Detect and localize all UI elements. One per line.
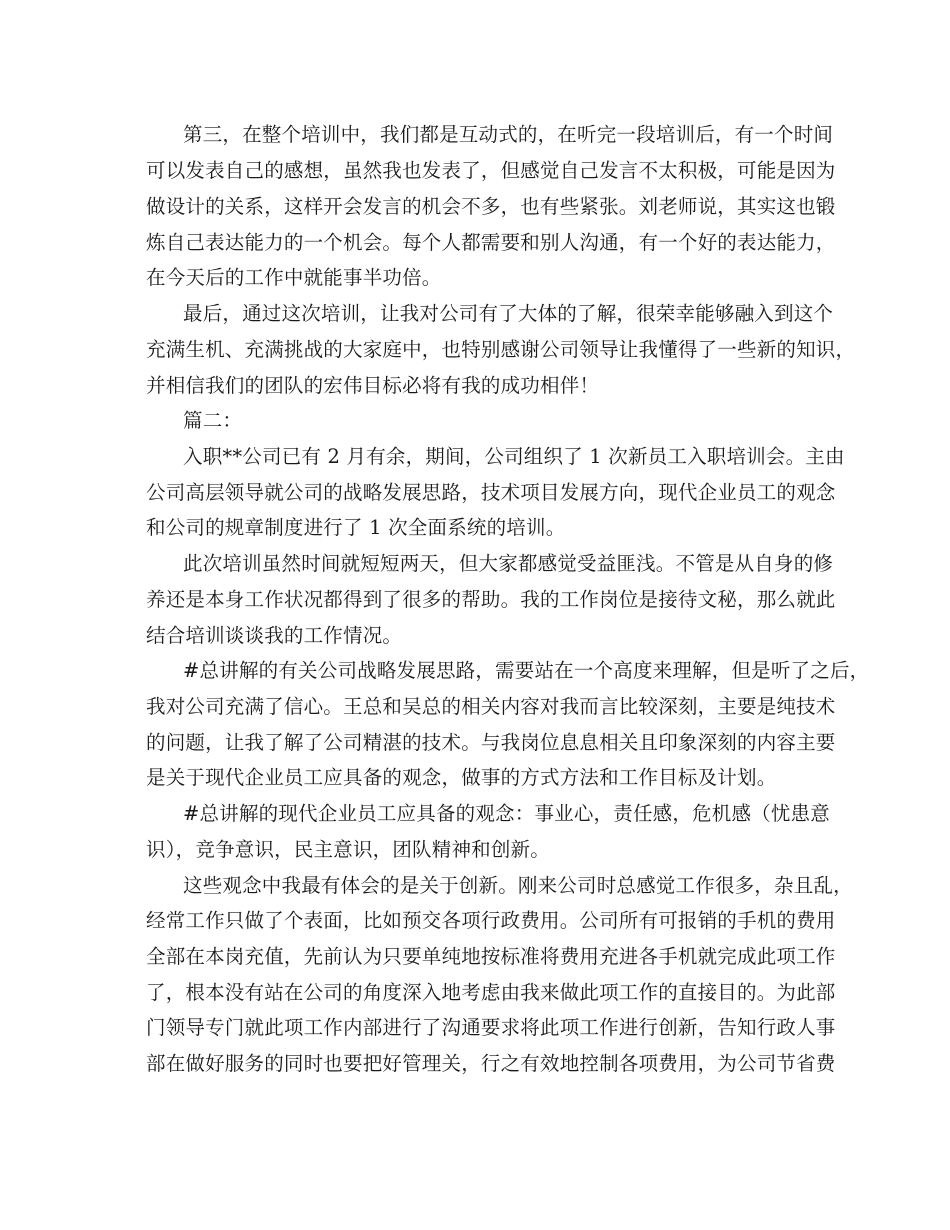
- text-line: 和公司的规章制度进行了 1 次全面系统的培训。: [146, 516, 566, 539]
- text-line: #总讲解的有关公司战略发展思路，需要站在一个高度来理解，但是听了之后，: [183, 659, 870, 682]
- text-line: 可以发表自己的感想，虽然我也发表了，但感觉自己发言不太积极，可能是因为: [146, 159, 836, 182]
- text-line: 在今天后的工作中就能事半功倍。: [146, 266, 442, 289]
- text-line: 经常工作只做了个表面，比如预交各项行政费用。公司所有可报销的手机的费用: [146, 909, 836, 932]
- text-line: 部在做好服务的同时也要把好管理关，行之有效地控制各项费用，为公司节省费: [146, 1052, 836, 1075]
- text-line: 识），竞争意识，民主意识，团队精神和创新。: [146, 838, 550, 861]
- section-heading: 篇二：: [183, 409, 243, 432]
- text-line: 门领导专门就此项工作内部进行了沟通要求将此项工作进行创新，告知行政人事: [146, 1016, 836, 1039]
- text-line: 充满生机、充满挑战的大家庭中，也特别感谢公司领导让我懂得了一些新的知识，: [146, 338, 856, 361]
- text-line: 全部在本岗充值，先前认为只要单纯地按标准将费用充进各手机就完成此项工作: [146, 945, 836, 968]
- text-line: 这些观念中我最有体会的是关于创新。刚来公司时总感觉工作很多，杂且乱，: [183, 874, 853, 897]
- text-line: 此次培训虽然时间就短短两天，但大家都感觉受益匪浅。不管是从自身的修: [183, 552, 834, 575]
- text-line: 的问题，让我了解了公司精湛的技术。与我岗位息息相关且印象深刻的内容主要: [146, 731, 836, 754]
- text-line: 我对公司充满了信心。王总和吴总的相关内容对我而言比较深刻，主要是纯技术: [146, 695, 836, 718]
- text-line: 最后，通过这次培训，让我对公司有了大体的了解，很荣幸能够融入到这个: [183, 302, 834, 325]
- text-line: 入职**公司已有 2 月有余，期间，公司组织了 1 次新员工入职培训会。主由: [183, 445, 845, 468]
- text-line: #总讲解的现代企业员工应具备的观念：事业心，责任感，危机感（忧患意: [183, 802, 830, 825]
- text-line: 公司高层领导就公司的战略发展思路，技术项目发展方向，现代企业员工的观念: [146, 481, 836, 504]
- text-line: 炼自己表达能力的一个机会。每个人都需要和别人沟通，有一个好的表达能力，: [146, 231, 836, 254]
- text-line: 做设计的关系，这样开会发言的机会不多，也有些紧张。刘老师说，其实这也锻: [146, 195, 836, 218]
- text-line: 了，根本没有站在公司的角度深入地考虑由我来做此项工作的直接目的。为此部: [146, 981, 836, 1004]
- text-line: 养还是本身工作状况都得到了很多的帮助。我的工作岗位是接待文秘，那么就此: [146, 588, 836, 611]
- text-line: 是关于现代企业员工应具备的观念，做事的方式方法和工作目标及计划。: [146, 766, 777, 789]
- text-line: 第三，在整个培训中，我们都是互动式的，在听完一段培训后，有一个时间: [183, 123, 834, 146]
- text-line: 并相信我们的团队的宏伟目标必将有我的成功相伴！: [146, 374, 600, 397]
- text-line: 结合培训谈谈我的工作情况。: [146, 624, 403, 647]
